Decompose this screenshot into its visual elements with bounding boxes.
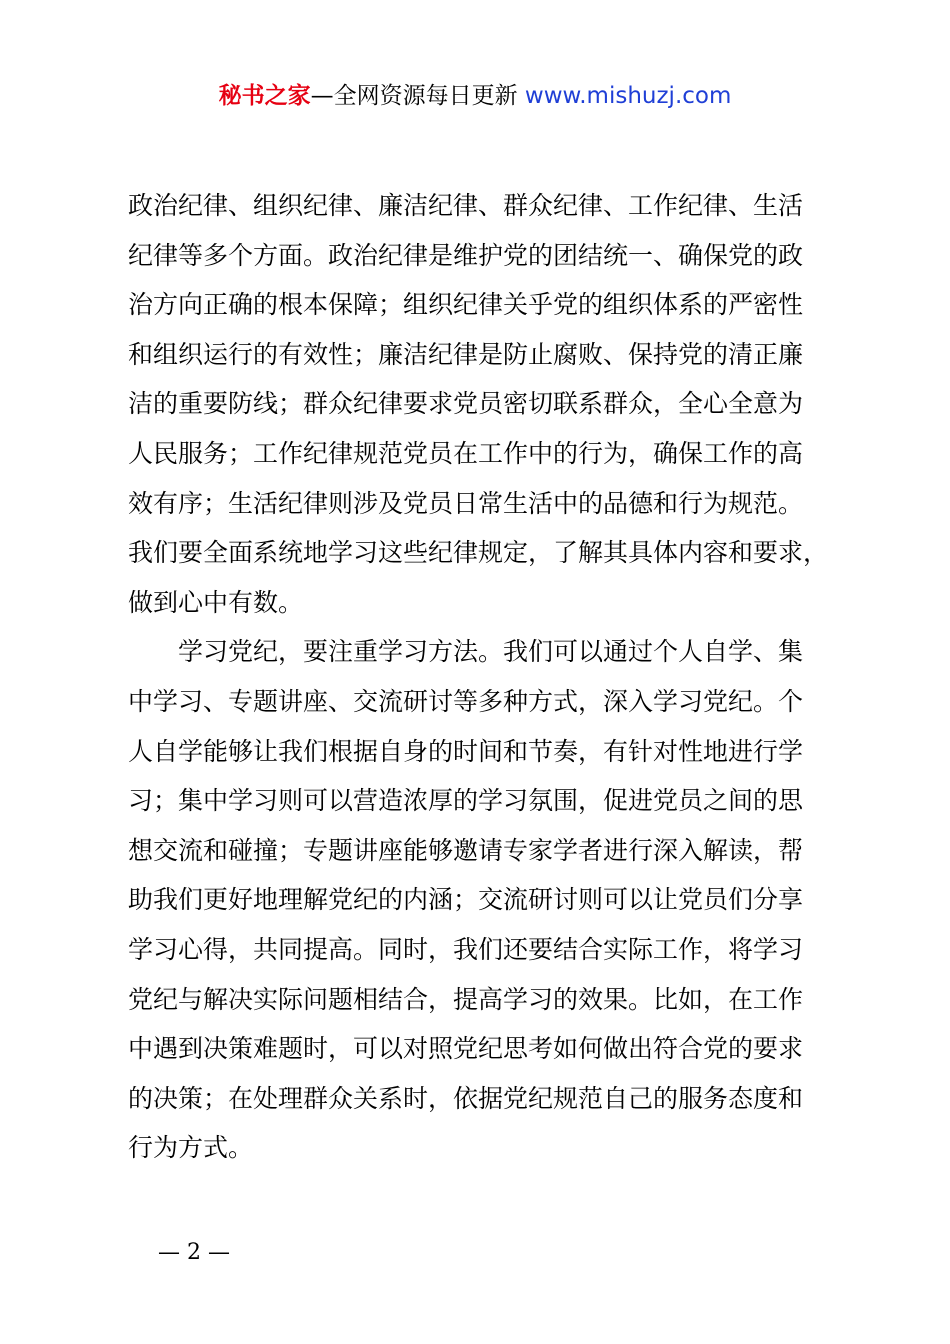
text-line: 学习党纪，要注重学习方法。我们可以通过个人自学、集 [128, 637, 804, 667]
text-line: 助我们更好地理解党纪的内涵；交流研讨则可以让党员们分享 [128, 885, 804, 915]
text-line: 学习心得，共同提高。同时，我们还要结合实际工作，将学习 [128, 934, 804, 964]
text-line: 的决策；在处理群众关系时，依据党纪规范自己的服务态度和 [128, 1083, 804, 1113]
text-line: 洁的重要防线；群众纪律要求党员密切联系群众，全心全意为 [128, 389, 804, 419]
body-text [128, 181, 828, 1173]
text-line: 习；集中学习则可以营造浓厚的学习氛围，促进党员之间的思 [128, 786, 804, 816]
text-line: 治方向正确的根本保障；组织纪律关乎党的组织体系的严密性 [128, 290, 804, 320]
page-number: — 2 — [158, 1240, 230, 1265]
text-line: 人民服务；工作纪律规范党员在工作中的行为，确保工作的高 [128, 438, 804, 468]
text-line: 政治纪律、组织纪律、廉洁纪律、群众纪律、工作纪律、生活 [128, 191, 804, 220]
text-line: 效有序；生活纪律则涉及党员日常生活中的品德和行为规范。 [128, 488, 804, 518]
brand-name: 秘书之家 [218, 83, 311, 109]
text-line: 纪律等多个方面。政治纪律是维护党的团结统一、确保党的政 [128, 240, 804, 270]
text-line: 人自学能够让我们根据自身的时间和节奏，有针对性地进行学 [128, 736, 804, 766]
text-line: 做到心中有数。 [128, 587, 304, 617]
text-line: 行为方式。 [128, 1133, 254, 1163]
text-line: 中遇到决策难题时，可以对照党纪思考如何做出符合党的要求 [128, 1034, 804, 1064]
header-tagline: —全网资源每日更新 [310, 83, 525, 109]
text-line: 党纪与解决实际问题相结合，提高学习的效果。比如，在工作 [128, 984, 804, 1014]
site-url[interactable]: www.mishuzj.com [524, 83, 732, 109]
text-line: 我们要全面系统地学习这些纪律规定，了解其具体内容和要求， [128, 538, 829, 568]
text-line: 中学习、专题讲座、交流研讨等多种方式，深入学习党纪。个 [128, 686, 804, 716]
text-line: 想交流和碰撞；专题讲座能够邀请专家学者进行深入解读，帮 [128, 835, 804, 865]
page-header [0, 80, 950, 112]
text-line: 和组织运行的有效性；廉洁纪律是防止腐败、保持党的清正廉 [128, 339, 804, 369]
